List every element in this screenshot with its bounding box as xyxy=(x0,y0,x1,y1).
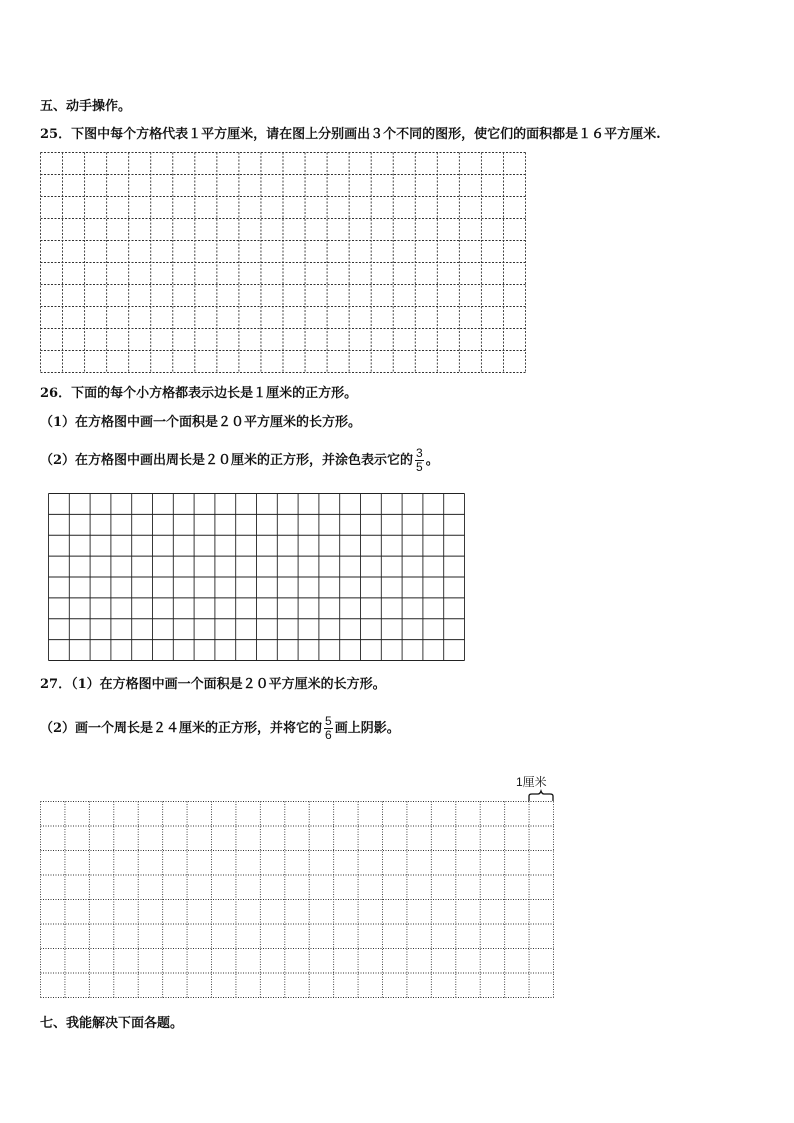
question-27-part-2 xyxy=(40,714,400,744)
question-26-text: 26．下面的每个小方格都表示边长是１厘米的正方形。 xyxy=(40,386,358,401)
question-25-grid[interactable] xyxy=(40,152,526,373)
question-25-text: 25．下图中每个方格代表１平方厘米，请在图上分别画出３个不同的图形，使它们的面积都是１６平方厘米. xyxy=(40,127,661,142)
question-27-part-1: 27．（1）在方格图中画一个面积是２０平方厘米的长方形。 xyxy=(40,677,386,692)
unit-scale-label: 1厘米 xyxy=(516,775,547,789)
question-26-part-2-text: （2）在方格图中画出周长是２０厘米的正方形，并涂色表示它的 xyxy=(40,453,414,468)
question-26-grid[interactable] xyxy=(48,493,465,661)
fraction-three-fifths xyxy=(415,447,424,474)
question-26-part-2-end: 。 xyxy=(425,453,439,468)
fraction-denominator: 6 xyxy=(325,728,332,742)
fraction-denominator: 5 xyxy=(416,460,423,474)
section-five-heading: 五、动手操作。 xyxy=(40,99,132,114)
question-27-part-2-end: 画上阴影。 xyxy=(334,721,400,736)
section-seven-heading: 七、我能解决下面各题。 xyxy=(40,1016,184,1031)
question-27-part-2-text: （2）画一个周长是２４厘米的正方形，并将它的 xyxy=(40,721,323,736)
fraction-five-sixths xyxy=(324,715,333,742)
question-27-grid[interactable] xyxy=(40,801,554,998)
question-26-part-2 xyxy=(40,446,439,476)
question-26-part-1: （1）在方格图中画一个面积是２０平方厘米的长方形。 xyxy=(40,415,362,430)
fraction-numerator: 3 xyxy=(416,446,423,460)
fraction-numerator: 5 xyxy=(325,714,332,728)
